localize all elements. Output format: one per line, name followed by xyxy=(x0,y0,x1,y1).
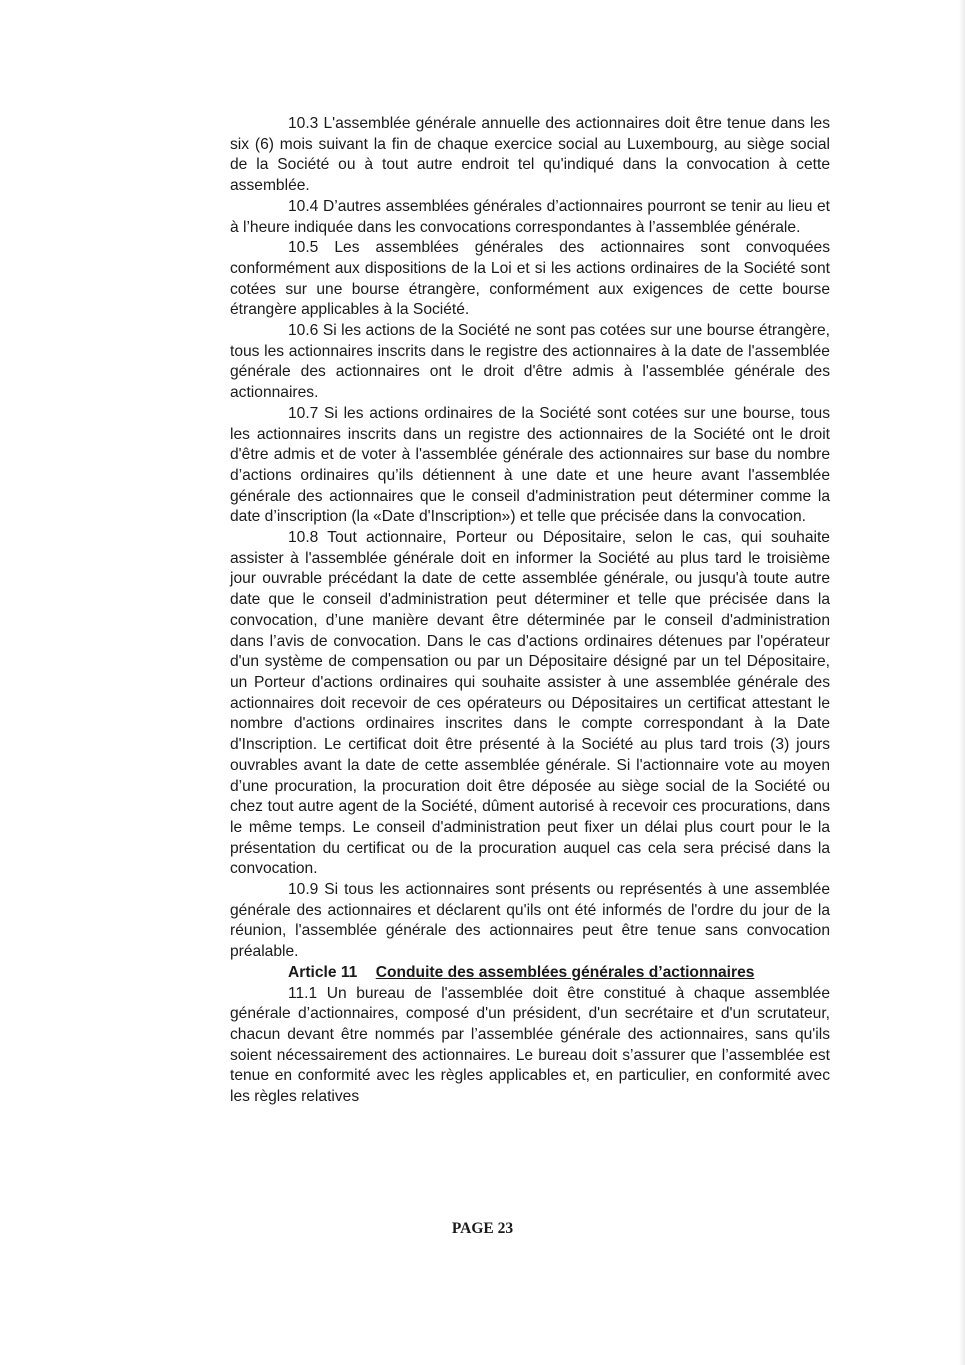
article-11-heading xyxy=(230,963,830,984)
paragraph-10-3: 10.3 L'assemblée générale annuelle des actionnaires doit être tenue dans les six (6) mois suivant la fin de chaque exercice social au Luxembourg, au siège social de la Société ou à tout autre endroit tel qu'indiqué dans la convocation à cette assemblée. xyxy=(230,115,830,195)
paragraph-10-4: 10.4 D’autres assemblées générales d’actionnaires pourront se tenir au lieu et à l’heure indiquée dans les convocations correspondantes à l’assemblée générale. xyxy=(230,197,830,236)
paragraph-10-7: 10.7 Si les actions ordinaires de la Société sont cotées sur une bourse, tous les actionnaires inscrits dans un registre des actionnaires de la Société ont le droit d'être admis et de voter à l'assemblée générale des actionnaires sur base du nombre d’actions ordinaires qu’ils détiennent à une date et une heure avant l'assemblée générale des actionnaires que le conseil d'administration peut déterminer comme la date d’inscription (la «Date d'Inscription») et telle que précisée dans la convocation. xyxy=(230,404,830,526)
document-body xyxy=(230,114,830,1108)
paragraph-10-6: 10.6 Si les actions de la Société ne sont pas cotées sur une bourse étrangère, tous les actionnaires inscrits dans le registre des actionnaires à la date de l'assemblée générale des actionnaires ont le droit d'être admis à l'assemblée générale des actionnaires. xyxy=(230,322,830,402)
paragraph-11-1: 11.1 Un bureau de l'assemblée doit être constitué à chaque assemblée générale d’actionnaires, composé d'un président, d'un secrétaire et d'un scrutateur, chacun devant être nommés par l’assemblée générale des actionnaires, sans qu'ils soient nécessairement des actionnaires. Le bureau doit s’assurer que l’assemblée est tenue en conformité avec les règles applicables et, en particulier, en conformité avec les règles relatives xyxy=(230,984,830,1106)
article-title: Conduite des assemblées générales d’actionnaires xyxy=(375,963,755,981)
paragraph-10-8: 10.8 Tout actionnaire, Porteur ou Dépositaire, selon le cas, qui souhaite assister à l'assemblée générale doit en informer la Société au plus tard le troisième jour ouvrable précédant la date de cette assemblée générale, ou jusqu'à toute autre date que le conseil d'administration peut déterminer et telle que précisée dans la convocation, d’une manière devant être déterminée par le conseil d'administration dans l’avis de convocation. Dans le cas d'actions ordinaires détenues par l'opérateur d'un système de compensation ou par un Dépositaire désigné par un tel Dépositaire, un Porteur d'actions ordinaires qui souhaite assister à une assemblée générale des actionnaires doit recevoir de ces opérateurs ou Dépositaires un certificat attestant le nombre d'actions ordinaires inscrites dans le compte correspondant à la Date d'Inscription. Le certificat doit être présenté à la Société au plus tard trois (3) jours ouvrables avant la date de cette assemblée générale. Si l'actionnaire vote au moyen d’une procuration, la procuration doit être déposée au siège social de la Société ou chez tout autre agent de la Société, dûment autorisé à recevoir ces procurations, dans le même temps. Le conseil d'administration peut fixer un délai plus court pour le la présentation du certificat ou de la procuration auquel cas cela sera précisé dans la convocation. xyxy=(230,529,830,878)
page-number-footer: PAGE 23 xyxy=(451,1220,514,1237)
paragraph-10-9: 10.9 Si tous les actionnaires sont présents ou représentés à une assemblée générale des actionnaires et déclarent qu'ils ont été informés de l'ordre du jour de la réunion, l'assemblée générale des actionnaires peut être tenue sans convocation préalable. xyxy=(230,881,830,961)
scan-edge-shadow xyxy=(959,0,965,1365)
article-number: Article 11 xyxy=(288,963,358,981)
paragraph-10-5: 10.5 Les assemblées générales des actionnaires sont convoquées conformément aux dispositions de la Loi et si les actions ordinaires de la Société sont cotées sur une bourse étrangère, conformément aux exigences de cette bourse étrangère applicables à la Société. xyxy=(230,239,830,319)
